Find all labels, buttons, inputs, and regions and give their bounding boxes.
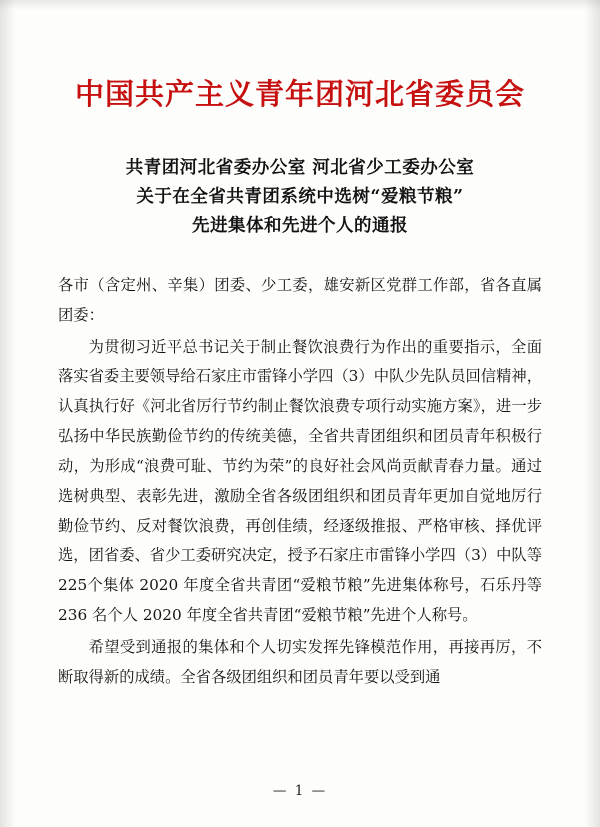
document-title-line-3: 先进集体和先进个人的通报 <box>192 216 408 236</box>
addressee-paragraph: 各市（含定州、辛集）团委、少工委，雄安新区党群工作部，省各直属团委： <box>58 275 542 324</box>
document-title <box>58 154 542 241</box>
page-edge-shadow-left <box>0 0 16 827</box>
page-edge-shadow-right <box>584 0 600 827</box>
body-paragraph-1: 为贯彻习近平总书记关于制止餐饮浪费行为作出的重要指示，全面落实省委主要领导给石家庄市雷锋小学四（3）中队少先队员回信精神，认真执行好《河北省厉行节约制止餐饮浪费专项行动实施方案》，进一步弘扬中华民族勤俭节约的传统美德，全省共青团组织和团员青年积极行动，为形成“浪费可耻、节约为荣”的良好社会风尚贡献青春力量。通过选树典型、表彰先进，激励全省各级团组织和团员青年更加自觉地厉行勤俭节约、反对餐饮浪费，再创佳绩，经逐级推报、严格审核、择优评选，团省委、省少工委研究决定，授予石家庄市雷锋小学四（3）中队等225个集体 2020 年度全省共青团“爱粮节粮”先进集体称号，石乐丹等 236 名个人 2020 年度全省共青团“爱粮节粮”先进个人称号。 <box>58 337 542 624</box>
issuing-organization-title: 中国共产主义青年团河北省委员会 <box>74 77 525 111</box>
page-number: — 1 — <box>272 783 328 799</box>
document-title-line-1: 共青团河北省委办公室 河北省少工委办公室 <box>125 158 475 179</box>
document-masthead <box>58 76 542 112</box>
page-edge-shadow-top <box>0 0 600 10</box>
document-body <box>58 271 542 693</box>
document-title-line-2: 关于在全省共青团系统中选树“爱粮节粮” <box>136 187 464 208</box>
page-footer <box>0 783 600 799</box>
body-paragraph-2: 希望受到通报的集体和个人切实发挥先锋模范作用，再接再厉，不断取得新的成绩。全省各级团组织和团员青年要以受到通 <box>58 637 542 686</box>
